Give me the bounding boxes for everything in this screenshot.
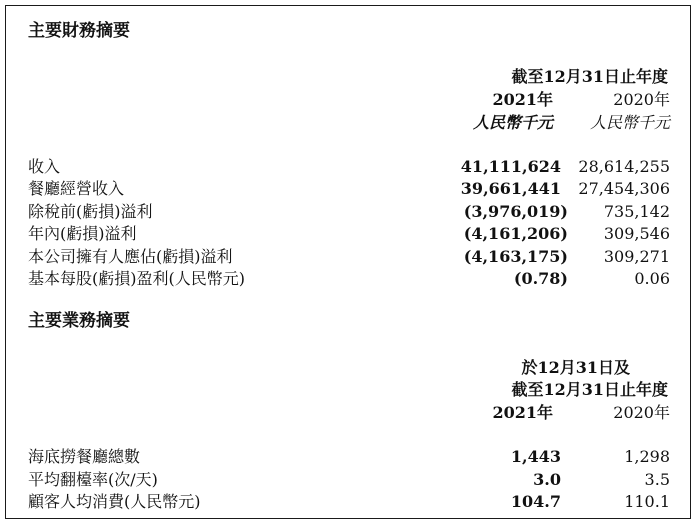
table-row-current: 1,443 [510, 447, 561, 466]
table-row-label: 基本每股(虧損)盈利(人民幣元) [28, 269, 245, 288]
table-row-label: 年內(虧損)溢利 [28, 224, 137, 243]
table-row-label: 除稅前(虧損)溢利 [28, 202, 153, 221]
table-row-label: 顧客人均消費(人民幣元) [28, 492, 201, 511]
table-row-previous: 0.06 [634, 269, 670, 288]
business-summary-title: 主要業務摘要 [28, 311, 130, 331]
table-row-current: (3,976,019) [463, 202, 568, 221]
table-row-previous: 735,142 [603, 202, 670, 221]
business-year-current: 2021年 [492, 403, 553, 422]
summary-panel [5, 5, 691, 519]
table-row-previous: 110.1 [624, 492, 670, 511]
table-row-previous: 1,298 [624, 447, 670, 466]
table-row-current: (4,163,175) [463, 247, 568, 266]
table-row-previous: 28,614,255 [578, 157, 670, 176]
financial-unit-current: 人民幣千元 [472, 113, 553, 132]
business-year-previous: 2020年 [613, 403, 670, 422]
table-row-previous: 3.5 [644, 470, 670, 489]
table-row-label: 餐廳經營收入 [28, 179, 125, 198]
table-row-previous: 309,546 [603, 224, 670, 243]
table-row-current: (4,161,206) [463, 224, 568, 243]
table-row-current: 3.0 [533, 470, 561, 489]
table-row-current: (0.78) [513, 269, 568, 288]
table-row-previous: 309,271 [603, 247, 670, 266]
business-period-header-line2: 截至12月31日止年度 [511, 380, 668, 399]
financial-unit-previous: 人民幣千元 [589, 113, 670, 132]
financial-summary-title: 主要財務摘要 [28, 21, 130, 41]
business-period-header-line1: 於12月31日及 [521, 358, 630, 377]
financial-year-current: 2021年 [492, 90, 553, 109]
table-row-current: 39,661,441 [460, 179, 561, 198]
table-row-label: 海底撈餐廳總數 [28, 447, 141, 466]
table-row-label: 平均翻檯率(次/天) [28, 470, 158, 489]
financial-period-header: 截至12月31日止年度 [511, 67, 668, 86]
table-row-label: 收入 [28, 157, 61, 176]
table-row-previous: 27,454,306 [578, 179, 670, 198]
financial-year-previous: 2020年 [613, 90, 670, 109]
table-row-label: 本公司擁有人應佔(虧損)溢利 [28, 247, 233, 266]
table-row-current: 41,111,624 [460, 157, 561, 176]
table-row-current: 104.7 [510, 492, 561, 511]
